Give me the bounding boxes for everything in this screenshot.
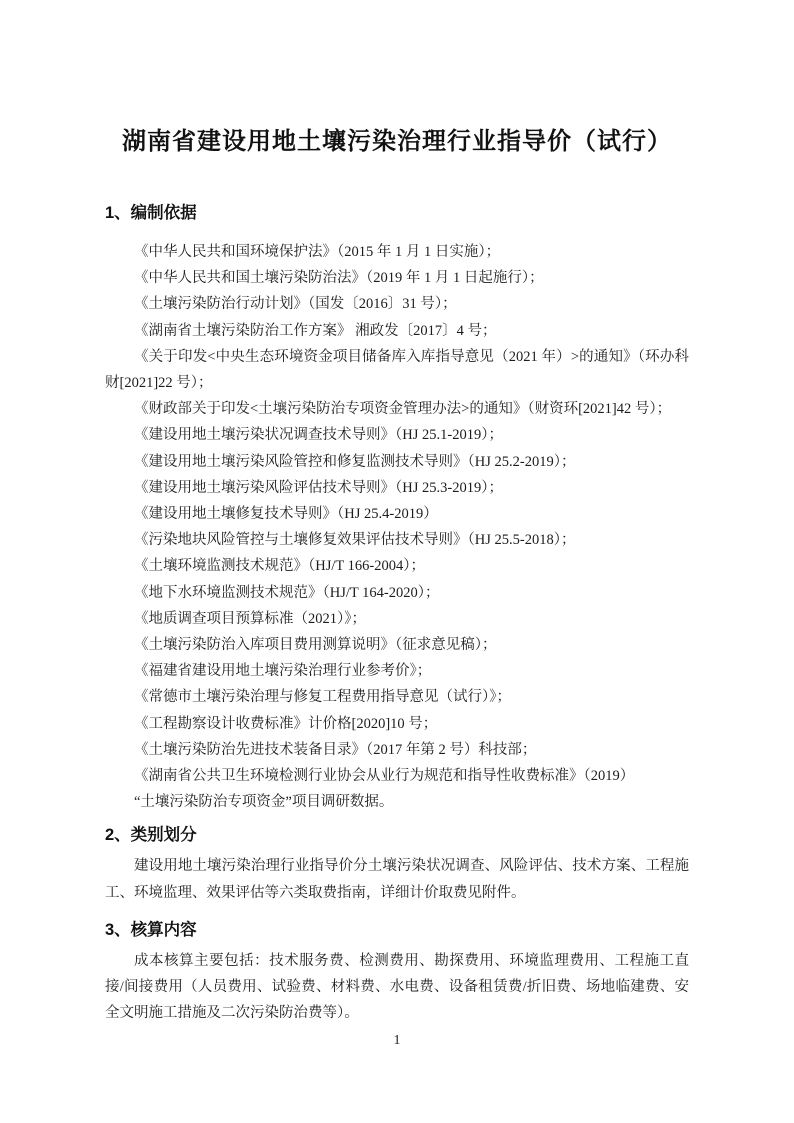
reference-item: 《中华人民共和国土壤污染防治法》（2019 年 1 月 1 日起施行）； bbox=[134, 270, 544, 287]
reference-item: 《常德市土壤污染治理与修复工程费用指导意见（试行）》； bbox=[134, 689, 511, 706]
reference-item: “土壤污染防治专项资金”项目调研数据。 bbox=[134, 794, 394, 811]
reference-item: 《建设用地土壤污染风险管控和修复监测技术导则》（HJ 25.2-2019）； bbox=[134, 453, 576, 470]
reference-list bbox=[105, 239, 689, 815]
reference-item: 《福建省建设用地土壤污染治理行业参考价》； bbox=[134, 663, 432, 680]
reference-item: 《地下水环境监测技术规范》（HJ/T 164-2020）； bbox=[134, 584, 440, 601]
page-number: 1 bbox=[393, 1033, 401, 1048]
section-compilation-basis bbox=[105, 202, 689, 815]
reference-item: 《土壤污染防治行动计划》（国发〔2016〕31 号）； bbox=[134, 296, 457, 313]
document-title: 湖南省建设用地土壤污染治理行业指导价（试行） bbox=[122, 129, 672, 155]
section-category-division bbox=[105, 824, 689, 905]
reference-item: 《土壤污染防治入库项目费用测算说明》（征求意见稿）； bbox=[134, 637, 497, 654]
reference-item: 《中华人民共和国环境保护法》（2015 年 1 月 1 日实施）； bbox=[134, 244, 501, 260]
reference-item: 《土壤环境监测技术规范》（HJ/T 166-2004）； bbox=[134, 558, 425, 575]
reference-item: 《工程勘察设计收费标准》计价格[2020]10 号； bbox=[134, 715, 438, 732]
reference-item: 《地质调查项目预算标准（2021）》； bbox=[134, 610, 366, 627]
category-division-paragraph: 建设用地土壤污染治理行业指导价分土壤污染状况调查、风险评估、技术方案、工程施工、环境监理、效果评估等六类取费指南，详细计价取费见附件。 bbox=[105, 858, 689, 901]
reference-item: 《湖南省土壤污染防治工作方案》 湘政发〔2017〕4 号； bbox=[134, 322, 497, 339]
section-accounting-content bbox=[105, 919, 689, 1027]
reference-item: 《土壤污染防治先进技术装备目录》（2017 年第 2 号）科技部； bbox=[134, 741, 537, 758]
reference-item: 《财政部关于印发<土壤污染防治专项资金管理办法>的通知》（财资环[2021]42 号）； bbox=[134, 401, 672, 418]
reference-item: 《建设用地土壤污染状况调查技术导则》（HJ 25.1-2019）； bbox=[134, 427, 503, 444]
section-heading-1: 1、编制依据 bbox=[105, 204, 197, 222]
reference-item: 《建设用地土壤污染风险评估技术导则》（HJ 25.3-2019）； bbox=[134, 479, 503, 496]
reference-item: 《建设用地土壤修复技术导则》（HJ 25.4-2019） bbox=[134, 506, 438, 523]
accounting-content-paragraph: 成本核算主要包括：技术服务费、检测费用、勘探费用、环境监理费用、工程施工直接/间接费用（人员费用、试验费、材料费、水电费、设备租赁费/折旧费、场地临建费、安全文明施工措施及二次污染防治费等）。 bbox=[105, 952, 689, 1022]
section-heading-3: 3、核算内容 bbox=[105, 920, 197, 939]
section-heading-2: 2、类别划分 bbox=[105, 826, 197, 845]
reference-item: 《湖南省公共卫生环境检测行业协会从业行为规范和指导性收费标准》（2019） bbox=[134, 768, 635, 785]
reference-item: 《关于印发<中央生态环境资金项目储备库入库指导意见（2021 年）>的通知》（环办科财[2021]22 号）； bbox=[105, 348, 689, 392]
reference-item: 《污染地块风险管控与土壤修复效果评估技术导则》（HJ 25.5-2018）； bbox=[134, 532, 576, 549]
